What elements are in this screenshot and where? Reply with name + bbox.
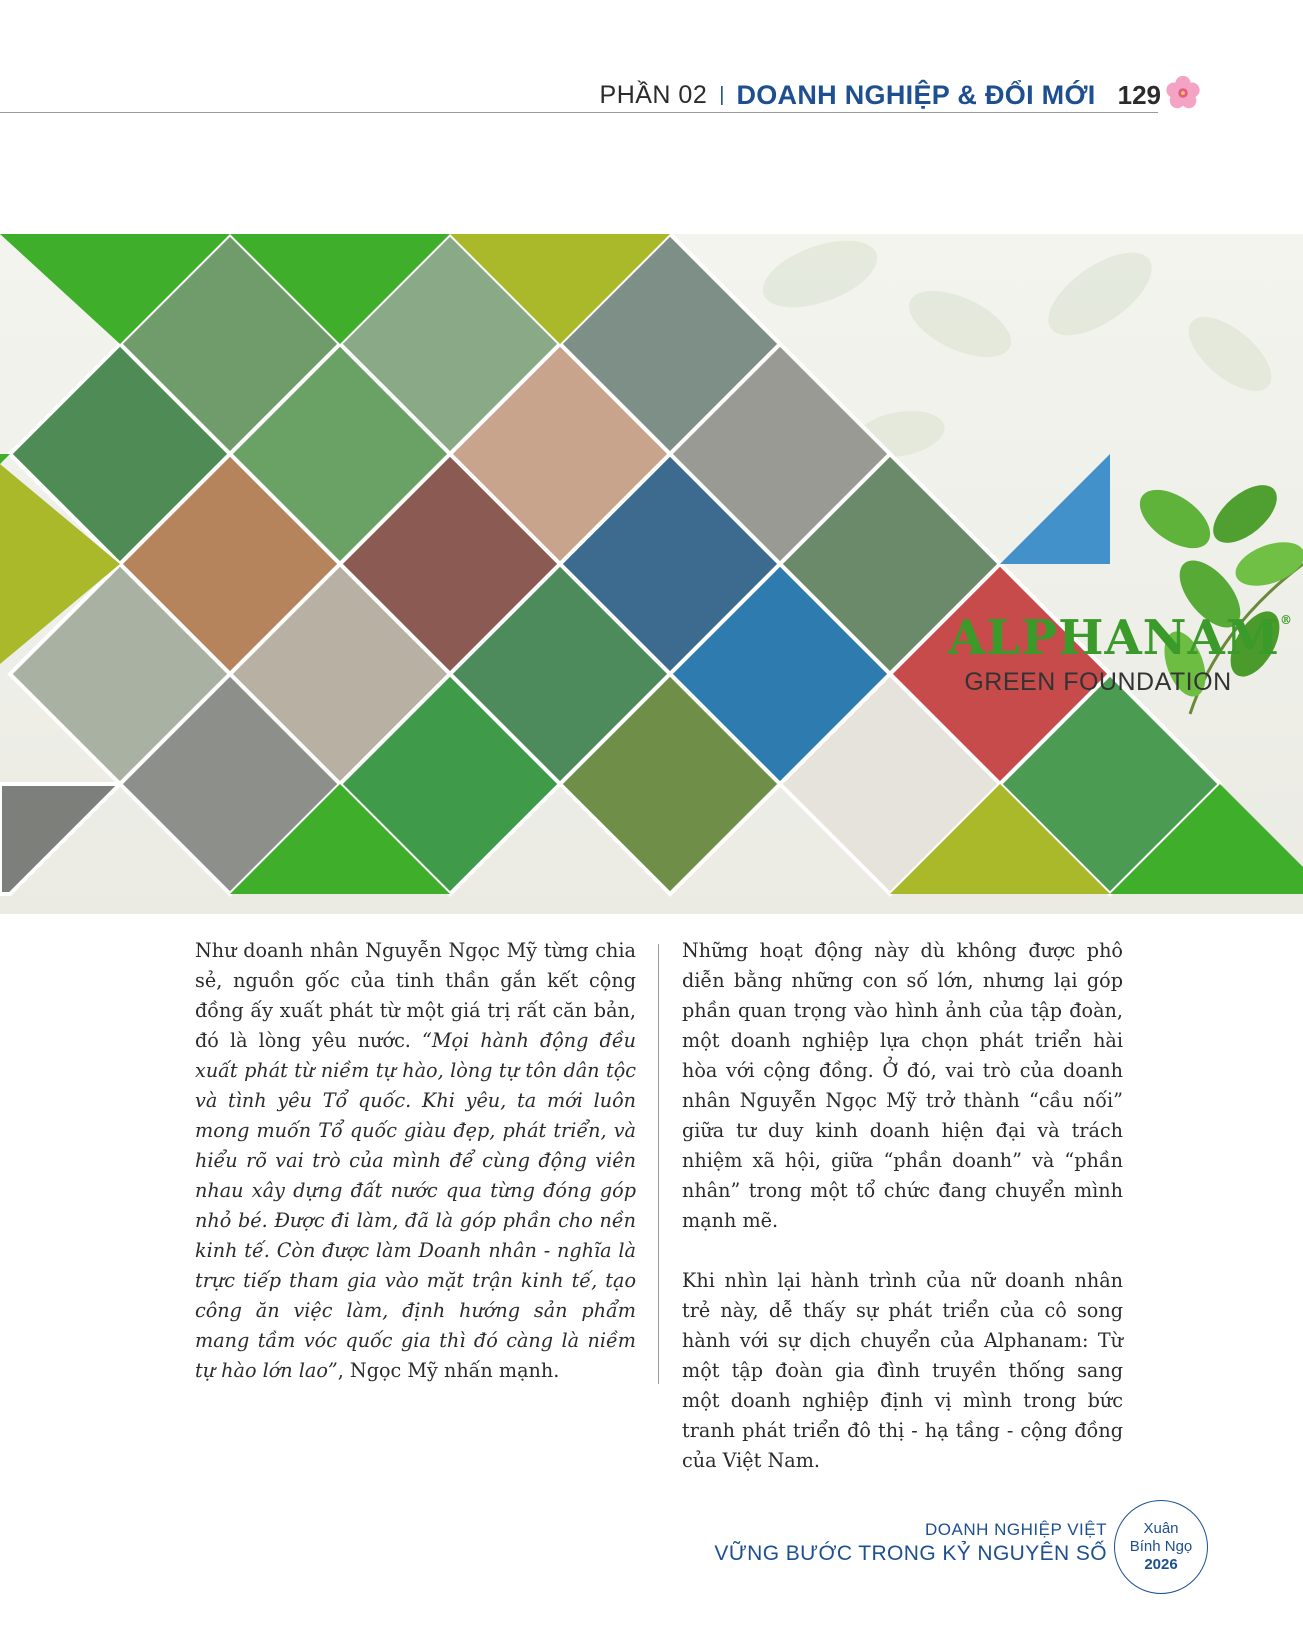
badge-year: 2026 xyxy=(1144,1556,1178,1573)
issue-badge xyxy=(1114,1500,1208,1594)
page-footer xyxy=(714,1520,1107,1566)
photo-collage xyxy=(0,234,1303,914)
left-quote: “Mọi hành động đều xuất phát từ niềm tự hào, lòng tự tôn dân tộc và tình yêu Tổ quốc. Khi yêu, ta mới luôn mong muốn Tổ quốc giàu đẹp, phát triển, và hiểu rõ vai trò của mình để cùng động viên nhau xây dựng đất nước qua từng đóng góp nhỏ bé. Được đi làm, đã là góp phần cho nền kinh tế. Còn được làm Doanh nhân - nghĩa là trực tiếp tham gia vào mặt trận kinh tế, tạo công ăn việc làm, định hướng sản phẩm mang tầm vóc quốc gia thì đó càng là niềm tự hào lớn lao” xyxy=(195,1029,637,1382)
right-paragraph-1: Những hoạt động này dù không được phô diễn bằng những con số lớn, nhưng lại góp phần quan trọng vào hình ảnh của tập đoàn, một doanh nghiệp lựa chọn phát triển hài hòa với cộng đồng. Ở đó, vai trò của doanh nhân Nguyễn Ngọc Mỹ trở thành “cầu nối” giữa tư duy kinh doanh hiện đại và trách nhiệm xã hội, giữa “phần doanh” và “phần nhân” trong một tổ chức đang chuyển mình mạnh mẽ. xyxy=(682,939,1123,1232)
right-paragraph-2: Khi nhìn lại hành trình của nữ doanh nhân trẻ này, dễ thấy sự phát triển của cô song hành với sự dịch chuyển của Alphanam: Từ một tập đoàn gia đình truyền thống sang một doanh nghiệp định vị mình trong bức tranh phát triển đô thị - hạ tầng - cộng đồng của Việt Nam. xyxy=(682,1269,1123,1472)
registered-mark: ® xyxy=(1279,613,1293,627)
header-rule xyxy=(0,112,1158,113)
header-separator: | xyxy=(719,83,725,106)
badge-line-1: Xuân xyxy=(1143,1520,1179,1537)
section-title: DOANH NGHIỆP & ĐỔI MỚI xyxy=(736,79,1096,110)
page-header xyxy=(600,78,1161,112)
flower-icon xyxy=(1164,74,1202,112)
right-column xyxy=(682,936,1123,1476)
collage-graphic xyxy=(0,234,1303,914)
footer-line-1: DOANH NGHIỆP VIỆT xyxy=(925,1520,1107,1539)
badge-line-2: Bính Ngọ xyxy=(1129,1538,1193,1555)
page-number: 129 xyxy=(1117,79,1161,110)
footer-line-2: VỮNG BƯỚC TRONG KỶ NGUYÊN SỐ xyxy=(714,1542,1107,1565)
left-column xyxy=(195,936,636,1386)
left-intro: Như doanh nhân Nguyễn Ngọc Mỹ từng chia sẻ, nguồn gốc của tinh thần gắn kết cộng đồng ấy xuất phát từ một giá trị rất căn bản, đó là lòng yêu nước. xyxy=(195,939,636,1052)
column-divider xyxy=(658,944,659,1384)
left-outro: , Ngọc Mỹ nhấn mạnh. xyxy=(337,1359,560,1382)
brand-name: ALPHANAM xyxy=(948,610,1280,666)
brand-logo xyxy=(948,610,1293,697)
left-paragraph xyxy=(195,936,636,1386)
section-label: PHẦN 02 xyxy=(599,80,708,109)
brand-subtitle: GREEN FOUNDATION xyxy=(964,668,1232,696)
